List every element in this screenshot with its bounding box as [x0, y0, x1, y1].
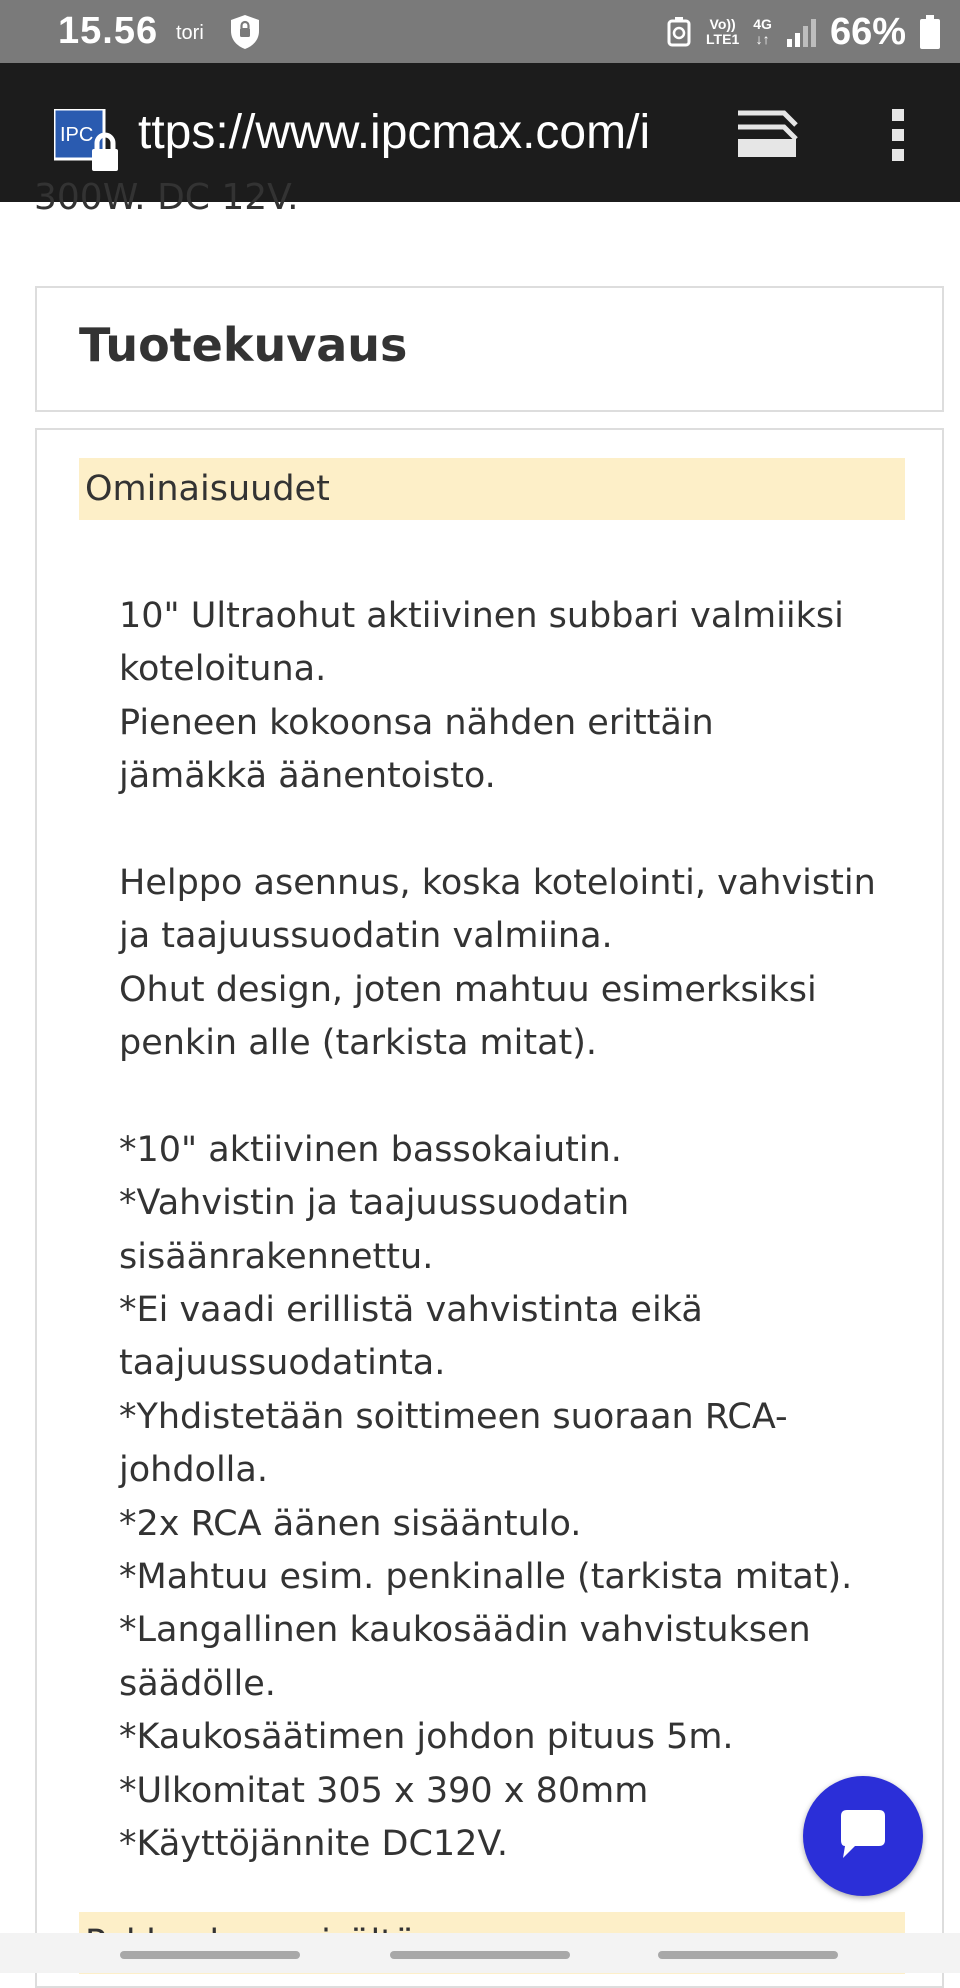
shield-icon [228, 13, 262, 51]
section-title: Tuotekuvaus [79, 318, 408, 372]
description-line: Pieneen kokoonsa nähden erittäin [119, 702, 714, 743]
chat-bubble-icon [833, 1806, 893, 1866]
signal-icon [786, 17, 816, 47]
product-description-section [35, 286, 944, 412]
svg-text:IPC: IPC [60, 124, 94, 146]
description-line: *Ulkomitat 305 x 390 x 80mm [119, 1770, 649, 1811]
description-line: *Ei vaadi erillistä vahvistinta eikä [119, 1290, 703, 1331]
nav-handle-left[interactable] [120, 1951, 300, 1959]
description-line: *Kaukosäätimen johdon pituus 5m. [119, 1717, 734, 1758]
system-nav-bar [0, 1933, 960, 1973]
product-description-text [119, 590, 879, 1871]
description-line: jämäkkä äänentoisto. [119, 756, 496, 797]
description-line: penkin alle (tarkista mitat). [119, 1023, 598, 1064]
status-carrier: tori [176, 22, 204, 44]
description-line: ja taajuussuodatin valmiina. [119, 916, 613, 957]
ipc-lock-icon[interactable] [54, 109, 122, 175]
description-line: *2x RCA äänen sisääntulo. [119, 1503, 582, 1544]
description-line: johdolla. [119, 1450, 268, 1491]
nav-handle-right[interactable] [658, 1951, 838, 1959]
battery-icon [920, 15, 940, 49]
status-icons [666, 10, 940, 54]
description-line: *Mahtuu esim. penkinalle (tarkista mitat). [119, 1557, 853, 1598]
recycle-icon [666, 17, 692, 47]
features-heading: Ominaisuudet [79, 458, 905, 520]
address-bar[interactable]: ttps://www.ipcmax.com/i [138, 106, 651, 159]
description-line: *Langallinen kaukosäädin vahvistuksen [119, 1610, 811, 1651]
status-bar [0, 0, 960, 63]
paragraph-gap [119, 1071, 879, 1124]
chat-button[interactable] [803, 1776, 923, 1896]
description-line: Helppo asennus, koska kotelointi, vahvistin [119, 862, 876, 903]
description-line: säädölle. [119, 1663, 276, 1704]
description-line: taajuussuodatinta. [119, 1343, 446, 1384]
description-line: *Vahvistin ja taajuussuodatin [119, 1183, 630, 1224]
description-line: *Käyttöjännite DC12V. [119, 1823, 508, 1864]
nav-handle-center[interactable] [390, 1951, 570, 1959]
status-time: 15.56 [58, 10, 159, 52]
description-line: Ohut design, joten mahtuu esimerksiksi [119, 969, 817, 1010]
description-line: sisäänrakennettu. [119, 1236, 434, 1277]
description-line: *10" aktiivinen bassokaiutin. [119, 1129, 622, 1170]
volte-icon: Vo)) LTE1 [706, 16, 740, 47]
description-panel [35, 428, 944, 1988]
description-line: *Yhdistetään soittimeen suoraan RCA- [119, 1396, 788, 1437]
more-vert-icon[interactable] [880, 103, 916, 167]
battery-percent: 66% [829, 10, 906, 53]
tabs-icon[interactable] [734, 105, 800, 161]
description-line: 10" Ultraohut aktiivinen subbari valmiiksi [119, 596, 844, 636]
paragraph-gap [119, 804, 879, 857]
network-type-indicator: 4G ↓↑ [753, 16, 772, 47]
description-line: koteloituna. [119, 649, 327, 690]
clipped-spec-text: 300W. DC 12V. [34, 177, 299, 218]
